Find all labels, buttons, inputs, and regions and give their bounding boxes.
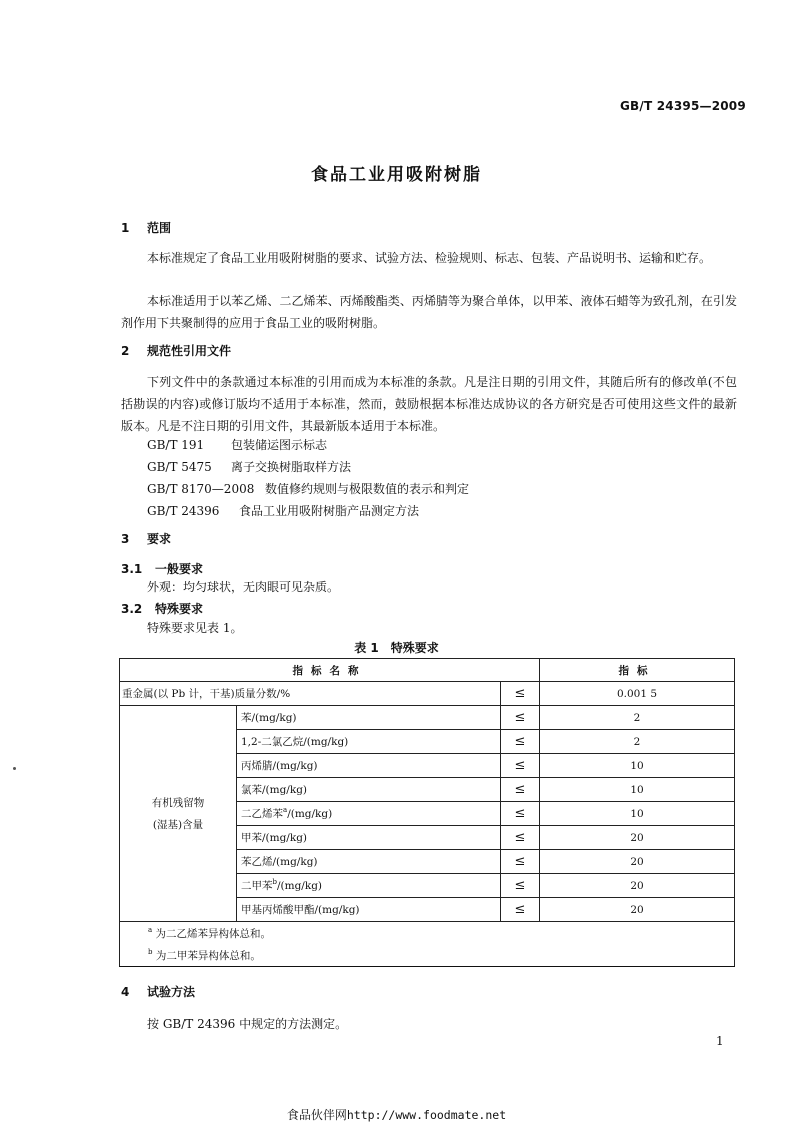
limit-value: 2 <box>540 706 735 730</box>
residue-item: 甲苯/(mg/kg) <box>237 826 501 850</box>
footer-url[interactable]: http://www.foodmate.net <box>346 1108 507 1122</box>
footnote-mark: a <box>283 806 288 814</box>
limit-symbol: ≤ <box>501 730 540 754</box>
table-caption: 表 1 特殊要求 <box>354 641 439 655</box>
standard-number: GB/T 24395—2009 <box>620 99 746 113</box>
residue-item: 1,2-二氯乙烷/(mg/kg) <box>237 730 501 754</box>
limit-value: 10 <box>540 778 735 802</box>
reference-title: 数值修约规则与极限数值的表示和判定 <box>265 482 470 496</box>
table-footnote <box>120 922 735 945</box>
limit-symbol: ≤ <box>501 874 540 898</box>
scan-speck <box>13 767 16 770</box>
residue-item-name: 二甲苯 <box>241 880 273 892</box>
subsection-number: 3.1 <box>121 562 143 576</box>
reference-title: 离子交换树脂取样方法 <box>231 460 352 474</box>
section-title: 范围 <box>147 221 172 235</box>
reference-item <box>147 502 419 519</box>
header-indicator-value: 指标 <box>540 659 735 682</box>
residue-item <box>237 874 501 898</box>
residue-item-unit: /(mg/kg) <box>276 880 323 892</box>
limit-value: 20 <box>540 850 735 874</box>
residue-item: 甲基丙烯酸甲酯/(mg/kg) <box>237 898 501 922</box>
heavy-metal-label: 重金属(以 Pb 计，干基)质量分数/% <box>120 682 501 706</box>
document-title: 食品工业用吸附树脂 <box>311 165 482 185</box>
reference-title: 包装储运图示标志 <box>231 438 328 452</box>
table-row <box>120 682 735 706</box>
limit-value: 0.001 5 <box>540 682 735 706</box>
group-label-line: 有机残留物 <box>151 796 205 809</box>
table-header-row <box>120 659 735 682</box>
subsection-title: 特殊要求 <box>155 602 204 616</box>
group-label-line: (湿基)含量 <box>152 818 204 831</box>
subsection-number: 3.2 <box>121 602 143 616</box>
residue-item: 苯/(mg/kg) <box>237 706 501 730</box>
header-indicator-name: 指标名称 <box>120 659 540 682</box>
limit-value: 20 <box>540 826 735 850</box>
section-1-heading <box>121 219 171 236</box>
limit-symbol: ≤ <box>501 826 540 850</box>
limit-symbol: ≤ <box>501 682 540 706</box>
section-number: 2 <box>121 344 130 358</box>
reference-item <box>147 436 327 453</box>
limit-value: 20 <box>540 874 735 898</box>
footnote-text: 为二甲苯异构体总和。 <box>155 949 261 962</box>
footnote-text: 为二乙烯苯异构体总和。 <box>155 927 272 940</box>
organic-residue-group-label <box>120 706 237 922</box>
section-3-heading <box>121 530 171 547</box>
page-number: 1 <box>716 1034 724 1048</box>
footnote-mark: a <box>148 925 153 934</box>
subsection-3-2-heading <box>121 600 203 617</box>
limit-symbol: ≤ <box>501 802 540 826</box>
residue-item <box>237 802 501 826</box>
footnote-mark: b <box>148 947 153 956</box>
subsection-3-2-text: 特殊要求见表 1。 <box>147 621 243 635</box>
limit-symbol: ≤ <box>501 778 540 802</box>
reference-code: GB/T 5475 <box>147 460 212 474</box>
section-1-paragraph-2: 本标准适用于以苯乙烯、二乙烯苯、丙烯酸酯类、丙烯腈等为聚合单体，以甲苯、液体石蜡等为致孔剂，在引发剂作用下共聚制得的应用于食品工业的吸附树脂。 <box>121 294 737 330</box>
limit-value: 2 <box>540 730 735 754</box>
reference-item <box>147 458 351 475</box>
residue-item-name: 二乙烯苯 <box>241 808 283 820</box>
section-title: 试验方法 <box>147 985 196 999</box>
section-number: 3 <box>121 532 130 546</box>
table-footnote-row <box>120 944 735 967</box>
limit-symbol: ≤ <box>501 898 540 922</box>
residue-item: 氯苯/(mg/kg) <box>237 778 501 802</box>
reference-title: 食品工业用吸附树脂产品测定方法 <box>239 504 420 518</box>
limit-value: 10 <box>540 754 735 778</box>
section-number: 4 <box>121 985 130 999</box>
section-number: 1 <box>121 221 130 235</box>
limit-value: 10 <box>540 802 735 826</box>
reference-code: GB/T 24396 <box>147 504 220 518</box>
footer-watermark <box>0 1106 793 1123</box>
reference-code: GB/T 8170—2008 <box>147 482 255 496</box>
requirements-table <box>119 658 735 967</box>
table-row <box>120 706 735 730</box>
subsection-3-1-heading <box>121 560 203 577</box>
section-4-heading <box>121 983 195 1000</box>
section-title: 规范性引用文件 <box>147 344 232 358</box>
section-title: 要求 <box>147 532 172 546</box>
section-2-paragraph: 下列文件中的条款通过本标准的引用而成为本标准的条款。凡是注日期的引用文件，其随后所有的修改单(不包括勘误的内容)或修订版均不适用于本标准，然而，鼓励根据本标准达成协议的各方研究是否可使用这些文件的最新版本。凡是不注日期的引用文件，其最新版本适用于本标准。 <box>121 375 737 433</box>
limit-symbol: ≤ <box>501 754 540 778</box>
limit-symbol: ≤ <box>501 850 540 874</box>
residue-item: 苯乙烯/(mg/kg) <box>237 850 501 874</box>
footnote-mark: b <box>272 878 277 886</box>
section-4-text: 按 GB/T 24396 中规定的方法测定。 <box>147 1017 348 1031</box>
reference-item <box>147 480 469 497</box>
limit-symbol: ≤ <box>501 706 540 730</box>
residue-item-unit: /(mg/kg) <box>287 808 333 820</box>
section-2-heading <box>121 342 231 359</box>
table-footnote-row <box>120 922 735 945</box>
footer-site-name: 食品伙伴网 <box>286 1108 347 1122</box>
table-footnote <box>120 944 735 967</box>
subsection-title: 一般要求 <box>155 562 204 576</box>
residue-item: 丙烯腈/(mg/kg) <box>237 754 501 778</box>
section-1-paragraph-1: 本标准规定了食品工业用吸附树脂的要求、试验方法、检验规则、标志、包装、产品说明书、运输和贮存。 <box>147 251 712 265</box>
subsection-3-1-text: 外观：均匀球状，无肉眼可见杂质。 <box>147 580 340 594</box>
reference-code: GB/T 191 <box>147 438 205 452</box>
limit-value: 20 <box>540 898 735 922</box>
